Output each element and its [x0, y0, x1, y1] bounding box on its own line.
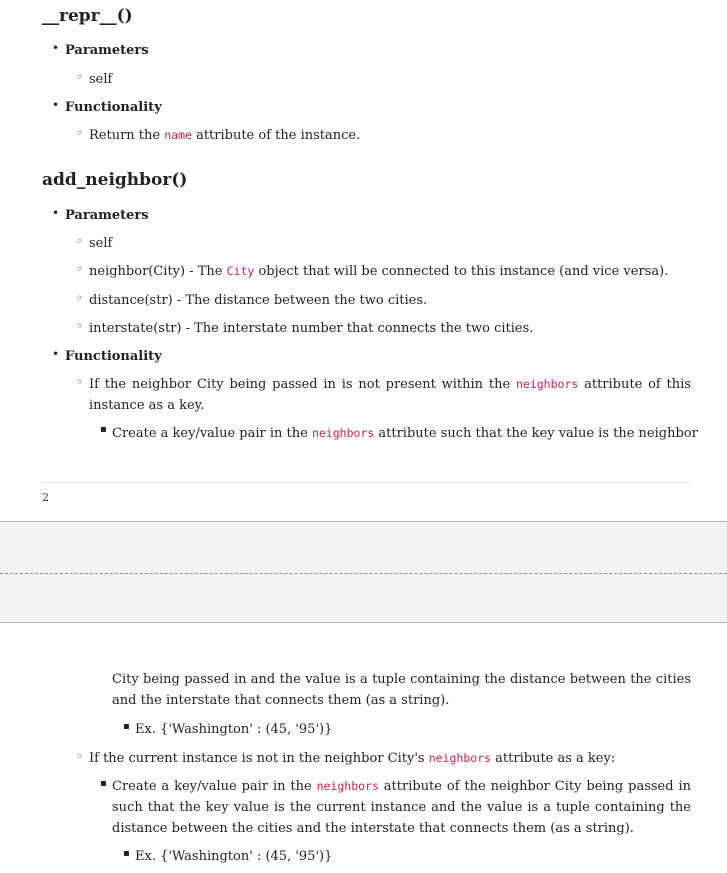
code-neighbors: neighbors — [311, 426, 375, 440]
subitem-1-continued: City being passed in and the value is a tuple containing the distance between the cities and the interstate that connects them (as a string). — [112, 672, 691, 708]
example-1: Ex. {'Washington' : (45, '95')} — [135, 722, 333, 737]
condition-2-text: If the current instance is not in the neighbor City's neighbors attribute as a key: — [89, 751, 616, 766]
repr-func-label: Functionality — [65, 100, 162, 115]
add-neighbor-params-label: Parameters — [65, 208, 149, 223]
condition-1-text: If the neighbor City being passed in is not present within the neighbors attribute of this instance as a key. — [89, 377, 691, 413]
param-interstate: interstate(str) - The interstate number that connects the two cities. — [89, 321, 534, 336]
param-neighbor: neighbor(City) - The City object that will be connected to this instance (and vice versa). — [89, 264, 669, 279]
circle-bullet-icon: ◦ — [76, 749, 84, 763]
page-break-line — [0, 573, 727, 574]
square-bullet-icon: ▪ — [123, 848, 130, 859]
page-number: 2 — [42, 491, 49, 504]
subitem-1-text: Create a key/value pair in the neighbors attribute such that the key value is the neighbor — [112, 426, 698, 441]
param-distance: distance(str) - The distance between the two cities. — [89, 293, 428, 308]
code-city: City — [226, 264, 255, 278]
param-self: self — [89, 236, 113, 251]
document-page-2 — [0, 623, 727, 873]
circle-bullet-icon: ◦ — [76, 126, 84, 140]
page-gap — [0, 521, 727, 623]
code-neighbors: neighbors — [428, 751, 492, 765]
square-bullet-icon: ▪ — [100, 778, 107, 789]
circle-bullet-icon: ◦ — [76, 319, 84, 333]
circle-bullet-icon: ◦ — [76, 291, 84, 305]
bullet-icon: • — [52, 347, 60, 361]
repr-func-text: Return the name attribute of the instance. — [89, 128, 361, 143]
square-bullet-icon: ▪ — [123, 721, 130, 732]
add-neighbor-heading: add_neighbor() — [42, 170, 188, 190]
repr-params-label: Parameters — [65, 43, 149, 58]
footer-divider — [42, 482, 691, 483]
bullet-icon: • — [52, 41, 60, 55]
add-neighbor-func-label: Functionality — [65, 349, 162, 364]
repr-param-self: self — [89, 72, 113, 87]
bullet-icon: • — [52, 98, 60, 112]
code-name: name — [164, 128, 192, 142]
example-2: Ex. {'Washington' : (45, '95')} — [135, 849, 333, 864]
code-neighbors: neighbors — [316, 779, 379, 793]
circle-bullet-icon: ◦ — [76, 234, 84, 248]
subitem-2-text: Create a key/value pair in the neighbors attribute of the neighbor City being passed in such that the key value is the current instance and the value is a tuple containing the distance between the cities and the interstate that connects them (as a string). — [112, 779, 692, 836]
bullet-icon: • — [52, 206, 60, 220]
square-bullet-icon: ▪ — [100, 424, 107, 435]
repr-heading: __repr__() — [42, 6, 133, 26]
circle-bullet-icon: ◦ — [76, 375, 84, 389]
code-neighbors: neighbors — [515, 377, 579, 391]
circle-bullet-icon: ◦ — [76, 262, 84, 276]
circle-bullet-icon: ◦ — [76, 70, 84, 84]
